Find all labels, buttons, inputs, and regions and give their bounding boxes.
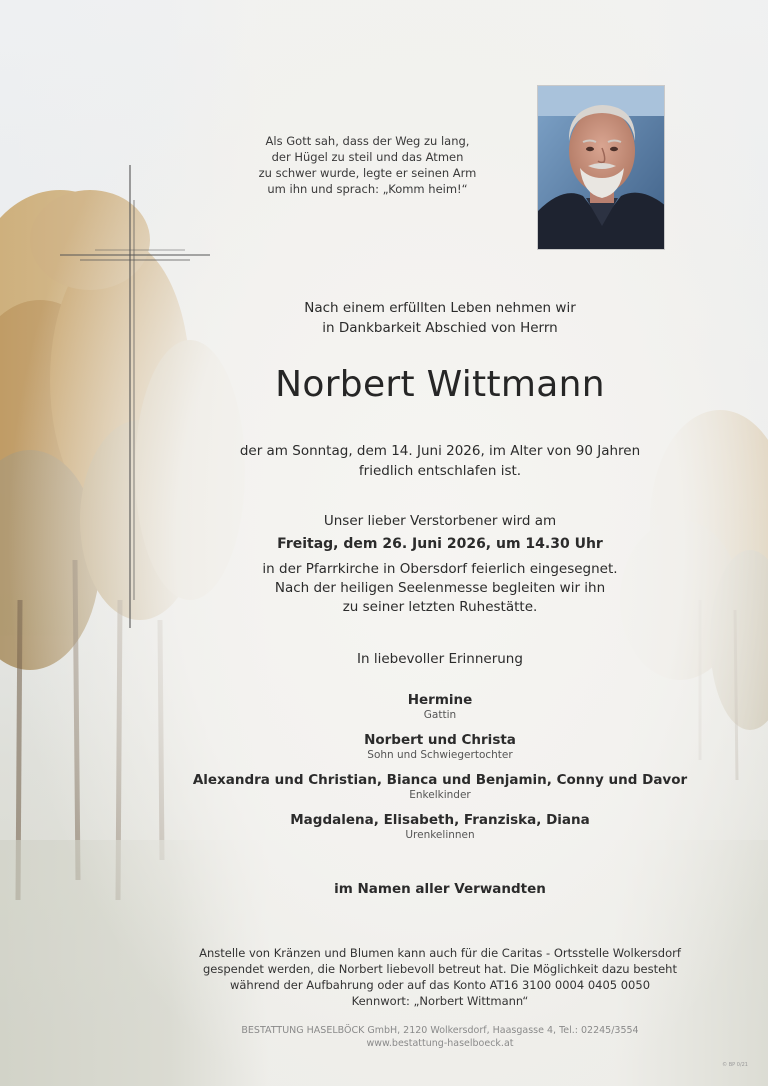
intro-line: Nach einem erfüllten Leben nehmen wir xyxy=(304,300,576,316)
funeral-home-footer xyxy=(150,1024,730,1050)
mourner-relation: Enkelkinder xyxy=(409,789,471,801)
death-line: der am Sonntag, dem 14. Juni 2026, im Alter von 90 Jahren xyxy=(239,443,641,459)
funeral-intro: Unser lieber Verstorbener wird am xyxy=(323,513,557,529)
mourner xyxy=(150,691,730,722)
poem-line: um ihn und sprach: „Komm heim!“ xyxy=(267,182,468,196)
mourner xyxy=(150,771,730,802)
mourner-name: Hermine xyxy=(407,692,473,708)
donation-line: während der Aufbahrung oder auf das Konto AT16 3100 0004 0405 0050 xyxy=(229,978,651,992)
intro-text xyxy=(175,298,705,338)
mourner xyxy=(150,731,730,762)
poem-line: zu schwer wurde, legte er seinen Arm xyxy=(258,166,477,180)
donation-line: gespendet werden, die Norbert liebevoll betreut hat. Die Möglichkeit dazu besteht xyxy=(203,962,677,976)
intro-line: in Dankbarkeit Abschied von Herrn xyxy=(322,320,558,336)
mourner-name: Alexandra und Christian, Bianca und Benjamin, Conny und Davor xyxy=(192,772,688,788)
death-line: friedlich entschlafen ist. xyxy=(358,463,522,479)
poem-line: der Hügel zu steil und das Atmen xyxy=(271,150,464,164)
mourner xyxy=(150,811,730,842)
all-relatives: im Namen aller Verwandten xyxy=(334,881,546,897)
mourner-relation: Urenkelinnen xyxy=(405,829,475,841)
funeral-date: Freitag, dem 26. Juni 2026, um 14.30 Uhr xyxy=(277,536,603,552)
donation-line: Kennwort: „Norbert Wittmann“ xyxy=(351,994,529,1008)
mourner-relation: Gattin xyxy=(423,709,457,721)
portrait-photo xyxy=(537,85,665,250)
death-notice xyxy=(175,441,705,481)
mourner-name: Norbert und Christa xyxy=(364,732,516,748)
mourners-list xyxy=(150,691,730,851)
funeral-home-address: BESTATTUNG HASELBÖCK GmbH, 2120 Wolkersdorf, Haasgasse 4, Tel.: 02245/3554 xyxy=(241,1025,639,1036)
deceased-name: Norbert Wittmann xyxy=(275,364,605,405)
mourner-name: Magdalena, Elisabeth, Franziska, Diana xyxy=(290,812,590,828)
poem xyxy=(225,133,510,197)
donation-line: Anstelle von Kränzen und Blumen kann auch für die Caritas - Ortsstelle Wolkersdorf xyxy=(199,946,681,960)
poem-line: Als Gott sah, dass der Weg zu lang, xyxy=(265,134,470,148)
funeral-line: zu seiner letzten Ruhestätte. xyxy=(342,599,538,615)
funeral-home-website[interactable]: www.bestattung-haselboeck.at xyxy=(366,1038,514,1049)
memory-heading: In liebevoller Erinnerung xyxy=(357,651,523,667)
funeral-line: Nach der heiligen Seelenmesse begleiten wir ihn xyxy=(274,580,606,596)
funeral-line: in der Pfarrkirche in Obersdorf feierlich eingesegnet. xyxy=(262,561,618,577)
funeral-details xyxy=(175,560,705,617)
mourner-relation: Sohn und Schwiegertochter xyxy=(367,749,513,761)
donation-note xyxy=(150,945,730,1009)
print-code: © BP 0/21 xyxy=(722,1062,748,1068)
